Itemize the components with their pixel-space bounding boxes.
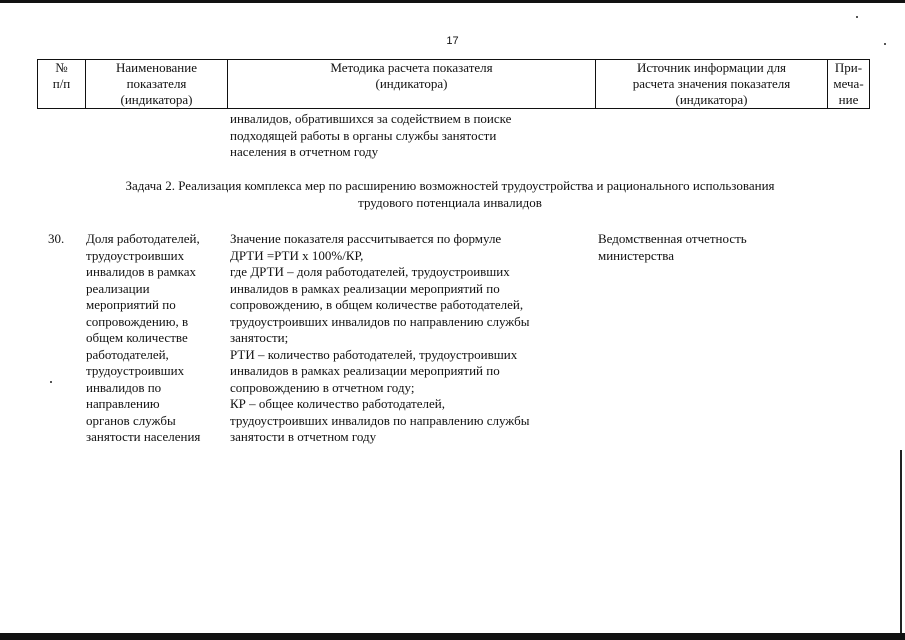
name-line: Доля работодателей, [86, 231, 200, 246]
method-line: занятости в отчетном году [230, 429, 377, 444]
indicator-name [86, 231, 228, 446]
name-line: занятости населения [86, 429, 201, 444]
header-num-cell [38, 60, 86, 109]
name-line: общем количестве [86, 330, 188, 345]
task-line: трудового потенциала инвалидов [358, 194, 542, 210]
page-number: 17 [446, 35, 459, 47]
method-line: трудоустроивших инвалидов по направлению службы [230, 412, 530, 428]
method-line: сопровождению в отчетном году; [230, 379, 415, 395]
header-note-line: ние [838, 92, 859, 107]
scan-speck [856, 16, 858, 18]
text-line: населения в отчетном году [230, 144, 379, 159]
header-source-line: (индикатора) [675, 92, 748, 107]
header-method-cell [228, 60, 596, 109]
scan-speck [50, 381, 52, 383]
header-method-line: (индикатора) [375, 76, 448, 91]
header-note-cell [828, 60, 870, 109]
bottom-border-line [0, 633, 905, 640]
name-line: инвалидов в рамках [86, 264, 196, 279]
header-note-line: При- [834, 60, 863, 75]
name-line: органов службы [86, 412, 176, 428]
name-line: реализации [86, 280, 150, 296]
header-source-line: расчета значения показателя [632, 76, 791, 91]
method-line: ДРТИ =РТИ х 100%/КР, [230, 247, 364, 263]
source-line: Ведомственная отчетность [598, 231, 747, 246]
method-line: инвалидов в рамках реализации мероприятий по [230, 363, 500, 378]
header-num-line: п/п [52, 76, 71, 91]
name-line: сопровождению, в [86, 313, 189, 329]
continued-method-text [230, 111, 590, 161]
method-line: Значение показателя рассчитывается по формуле [230, 231, 502, 246]
name-line: инвалидов по [86, 379, 162, 395]
name-line: работодателей, [86, 346, 169, 362]
task-heading [40, 178, 860, 211]
source-line: министерства [598, 247, 675, 263]
name-line: трудоустроивших [86, 363, 185, 378]
information-source [598, 231, 808, 264]
name-line: направлению [86, 396, 160, 411]
table-header [37, 59, 870, 109]
header-source-cell [596, 60, 828, 109]
method-line: где ДРТИ – доля работодателей, трудоустроивших [230, 264, 510, 279]
right-border-line [900, 450, 902, 635]
task-line: Задача 2. Реализация комплекса мер по расширению возможностей трудоустройства и рационального использования [125, 178, 775, 193]
method-line: сопровождению, в общем количестве работодателей, [230, 297, 524, 312]
header-num-line: № [55, 60, 68, 75]
header-name-line: (индикатора) [120, 92, 193, 107]
method-line: РТИ – количество работодателей, трудоустроивших [230, 346, 518, 362]
calculation-method [230, 231, 594, 446]
top-border-line [0, 0, 905, 3]
header-name-line: Наименование [116, 60, 197, 75]
header-method-line: Методика расчета показателя [330, 60, 493, 75]
method-line: занятости; [230, 330, 289, 345]
header-name-line: показателя [126, 76, 187, 91]
header-note-line: меча- [833, 76, 864, 91]
text-line: подходящей работы в органы службы занятости [230, 127, 497, 143]
method-line: инвалидов в рамках реализации мероприятий по [230, 280, 500, 296]
row-number: 30. [48, 231, 65, 246]
method-line: трудоустроивших инвалидов по направлению службы [230, 313, 530, 329]
name-line: трудоустроивших [86, 247, 185, 263]
text-line: инвалидов, обратившихся за содействием в поиске [230, 111, 512, 126]
method-line: КР – общее количество работодателей, [230, 396, 445, 411]
header-source-line: Источник информации для [636, 60, 787, 75]
name-line: мероприятий по [86, 297, 176, 312]
header-name-cell [86, 60, 228, 109]
